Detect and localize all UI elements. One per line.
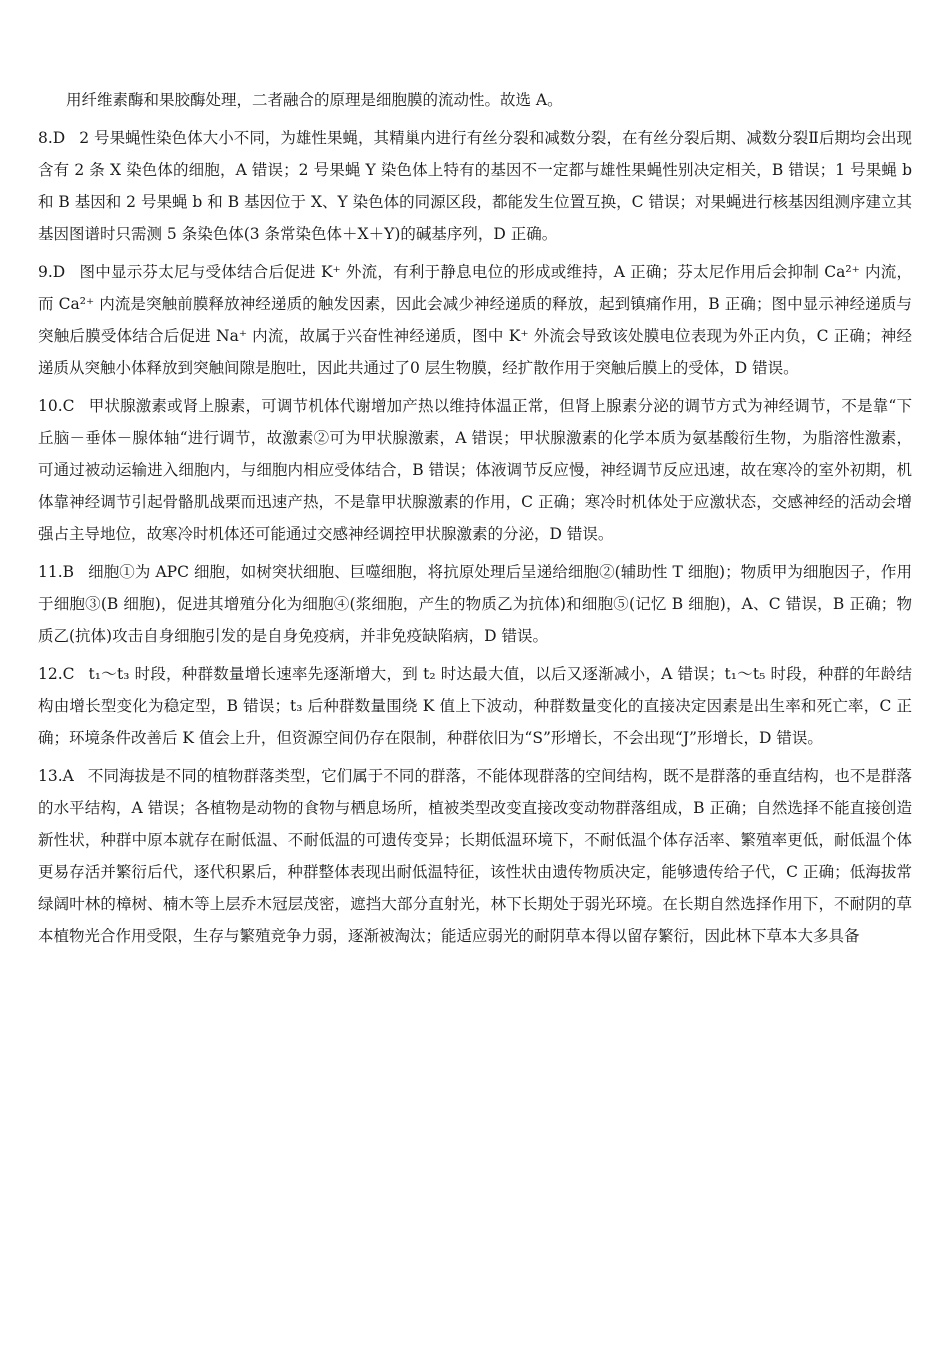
explanation-text: 甲状腺激素或肾上腺素，可调节机体代谢增加产热以维持体温正常，但肾上腺素分泌的调节方式为神经调节，不是靠“下丘脑－垂体－腺体轴“进行调节，故激素②可为甲状腺激素，A 错误；甲状腺激素的化学本质为氨基酸衍生物，为脂溶性激素，可通过被动运输进入细胞内，与细胞内相应受体结合，B 错误；体液调节反应慢，神经调节反应迅速，故在寒冷的室外初期，机体靠神经调节引起骨骼肌战栗而迅速产热，不是靠甲状腺激素的作用，C 正确；寒冷时机体处于应激状态，交感神经的活动会增强占主导地位，故寒冷时机体还可能通过交感神经调控甲状腺激素的分泌，D 错误。 xyxy=(38,397,912,543)
answer-item-12 xyxy=(38,658,912,754)
answer-letter: D xyxy=(52,129,66,147)
question-number: 12. xyxy=(38,665,63,683)
explanation-text: 2 号果蝇性染色体大小不同，为雄性果蝇，其精巢内进行有丝分裂和减数分裂，在有丝分裂后期、减数分裂Ⅱ后期均会出现含有 2 条 X 染色体的细胞，A 错误；2 号果蝇 Y 染色体上特有的基因不一定都与雄性果蝇性别决定相关，B 错误；1 号果蝇 b 和 B 基因和 2 号果蝇 b 和 B 基因位于 X、Y 染色体的同源区段，都能发生位置互换，C 错误；对果蝇进行核基因组测序建立其基因图谱时只需测 5 条染色体(3 条常染色体＋X＋Y)的碱基序列，D 正确。 xyxy=(38,129,912,243)
question-number: 9. xyxy=(38,263,53,281)
continuation-paragraph: 用纤维素酶和果胶酶处理，二者融合的原理是细胞膜的流动性。故选 A。 xyxy=(66,91,563,109)
question-number: 13. xyxy=(38,767,63,785)
answer-item-8 xyxy=(38,122,912,250)
answer-item-11 xyxy=(38,556,912,652)
answer-letter: A xyxy=(62,767,74,785)
answer-item-9 xyxy=(38,256,912,384)
answer-letter: C xyxy=(62,397,75,415)
explanation-text: 不同海拔是不同的植物群落类型，它们属于不同的群落，不能体现群落的空间结构，既不是群落的垂直结构，也不是群落的水平结构，A 错误；各植物是动物的食物与栖息场所，植被类型改变直接改变动物群落组成，B 正确；自然选择不能直接创造新性状，种群中原本就存在耐低温、不耐低温的可遗传变异；长期低温环境下，不耐低温个体存活率、繁殖率更低，耐低温个体更易存活并繁衍后代，逐代积累后，种群整体表现出耐低温特征，该性状由遗传物质决定，能够遗传给子代，C 正确；低海拔常绿阔叶林的樟树、楠木等上层乔木冠层茂密，遮挡大部分直射光，林下长期处于弱光环境。在长期自然选择作用下，不耐阴的草本植物光合作用受限，生存与繁殖竞争力弱，逐渐被淘汰；能适应弱光的耐阴草本得以留存繁衍，因此林下草本大多具备 xyxy=(38,767,912,945)
question-number: 10. xyxy=(38,397,63,415)
answer-letter: C xyxy=(62,665,75,683)
explanation-text: 图中显示芬太尼与受体结合后促进 K⁺ 外流，有利于静息电位的形成或维持，A 正确；芬太尼作用后会抑制 Ca²⁺ 内流，而 Ca²⁺ 内流是突触前膜释放神经递质的触发因素，因此会减少神经递质的释放，起到镇痛作用，B 正确；图中显示神经递质与突触后膜受体结合后促进 Na⁺ 内流，故属于兴奋性神经递质，图中 K⁺ 外流会导致该处膜电位表现为外正内负，C 正确；神经递质从突触小体释放到突触间隙是胞吐，因此共通过了0 层生物膜，经扩散作用于突触后膜上的受体，D 错误。 xyxy=(38,263,912,377)
explanation-text: 细胞①为 APC 细胞，如树突状细胞、巨噬细胞，将抗原处理后呈递给细胞②(辅助性 T 细胞)；物质甲为细胞因子，作用于细胞③(B 细胞)，促进其增殖分化为细胞④(浆细胞，产生的物质乙为抗体)和细胞⑤(记忆 B 细胞)，A、C 错误，B 正确；物质乙(抗体)攻击自身细胞引发的是自身免疫病，并非免疫缺陷病，D 错误。 xyxy=(38,563,912,645)
answer-item-13 xyxy=(38,760,912,952)
question-number: 8. xyxy=(38,129,53,147)
answer-item-10 xyxy=(38,390,912,550)
answer-letter: B xyxy=(62,563,75,581)
question-number: 11. xyxy=(38,563,63,581)
answer-letter: D xyxy=(52,263,66,281)
explanation-text: t₁～t₃ 时段，种群数量增长速率先逐渐增大，到 t₂ 时达最大值，以后又逐渐减小，A 错误；t₁～t₅ 时段，种群的年龄结构由增长型变化为稳定型，B 错误；t₃ 后种群数量围绕 K 值上下波动，种群数量变化的直接决定因素是出生率和死亡率，C 正确；环境条件改善后 K 值会上升，但资源空间仍存在限制，种群依旧为“S”形增长，不会出现“J”形增长，D 错误。 xyxy=(38,665,912,747)
